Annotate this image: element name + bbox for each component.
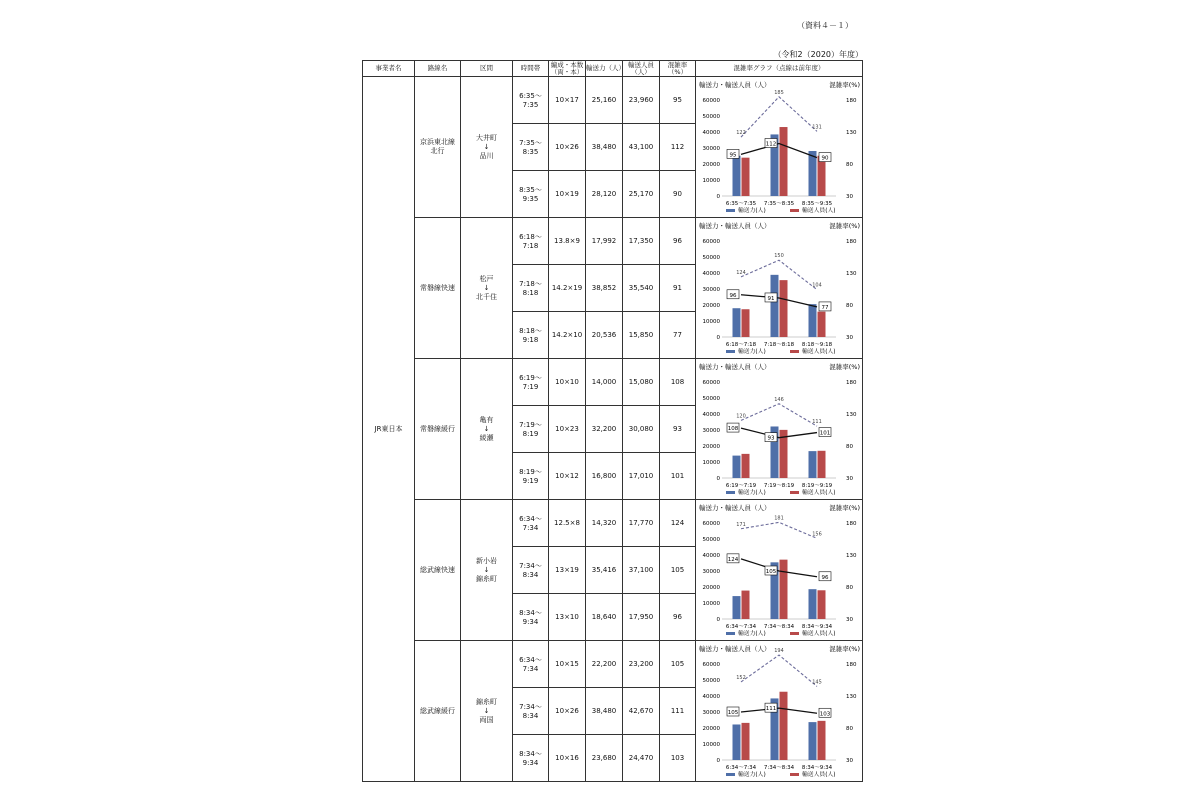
right-axis-title: 混雑率(%) bbox=[829, 81, 860, 89]
prev-year-congestion-line bbox=[741, 655, 817, 686]
prev-congestion-label: 120 bbox=[736, 413, 746, 420]
category-label: 6:19～7:19 bbox=[725, 483, 757, 489]
bar-capacity bbox=[809, 151, 817, 196]
bar-passengers bbox=[780, 127, 788, 196]
left-tick-label: 10000 bbox=[702, 319, 720, 325]
cell-passengers: 23,960 bbox=[623, 77, 660, 124]
cell-formation: 10×15 bbox=[549, 641, 586, 688]
left-tick-label: 40000 bbox=[702, 271, 720, 277]
right-tick-label: 30 bbox=[846, 758, 853, 764]
legend-passengers-label: 輸送人員(人) bbox=[802, 631, 836, 637]
cell-capacity: 22,200 bbox=[586, 641, 623, 688]
section-cell: 新小岩 ↓ 錦糸町 bbox=[461, 500, 513, 641]
cell-time: 8:34～9:34 bbox=[513, 735, 549, 782]
bar-passengers bbox=[818, 590, 826, 619]
cell-formation: 13×19 bbox=[549, 547, 586, 594]
congestion-line bbox=[741, 295, 817, 307]
left-tick-label: 10000 bbox=[702, 742, 720, 748]
congestion-line bbox=[741, 708, 817, 713]
left-tick-label: 20000 bbox=[702, 726, 720, 732]
cell-passengers: 17,010 bbox=[623, 453, 660, 500]
cell-time: 7:34～8:34 bbox=[513, 688, 549, 735]
cell-congestion: 111 bbox=[660, 688, 696, 735]
cell-capacity: 32,200 bbox=[586, 406, 623, 453]
right-tick-label: 80 bbox=[846, 726, 853, 732]
legend-capacity-swatch bbox=[726, 491, 735, 494]
congestion-label: 95 bbox=[729, 152, 737, 159]
left-tick-label: 50000 bbox=[702, 255, 720, 261]
congestion-label: 111 bbox=[765, 706, 777, 713]
cell-formation: 10×10 bbox=[549, 359, 586, 406]
cell-capacity: 14,320 bbox=[586, 500, 623, 547]
header-section: 区間 bbox=[461, 61, 513, 77]
legend-passengers-swatch bbox=[790, 491, 799, 494]
bar-capacity bbox=[733, 456, 741, 478]
left-tick-label: 0 bbox=[716, 617, 720, 623]
cell-formation: 10×17 bbox=[549, 77, 586, 124]
cell-time: 8:18～9:18 bbox=[513, 312, 549, 359]
prev-congestion-label: 124 bbox=[736, 269, 746, 276]
bar-passengers bbox=[742, 723, 750, 760]
congestion-chart bbox=[696, 360, 863, 498]
bar-passengers bbox=[818, 312, 826, 337]
cell-time: 8:19～9:19 bbox=[513, 453, 549, 500]
bar-passengers bbox=[780, 692, 788, 760]
cell-time: 6:34～7:34 bbox=[513, 641, 549, 688]
prev-congestion-label: 185 bbox=[774, 89, 784, 96]
category-label: 8:34～9:34 bbox=[801, 624, 833, 630]
congestion-table bbox=[362, 60, 863, 782]
bar-capacity bbox=[809, 304, 817, 337]
right-tick-label: 80 bbox=[846, 585, 853, 591]
cell-congestion: 103 bbox=[660, 735, 696, 782]
category-label: 7:19～8:19 bbox=[763, 483, 795, 489]
right-tick-label: 30 bbox=[846, 617, 853, 623]
cell-formation: 14.2×19 bbox=[549, 265, 586, 312]
cell-capacity: 25,160 bbox=[586, 77, 623, 124]
prev-congestion-label: 156 bbox=[812, 531, 822, 538]
right-tick-label: 80 bbox=[846, 303, 853, 309]
congestion-label: 112 bbox=[765, 141, 777, 148]
prev-congestion-label: 150 bbox=[774, 253, 784, 260]
cell-formation: 10×23 bbox=[549, 406, 586, 453]
chart-svg bbox=[696, 219, 863, 357]
prev-congestion-label: 152 bbox=[736, 674, 746, 681]
cell-time: 7:35～8:35 bbox=[513, 124, 549, 171]
cell-congestion: 95 bbox=[660, 77, 696, 124]
congestion-label: 124 bbox=[727, 556, 739, 563]
cell-passengers: 15,850 bbox=[623, 312, 660, 359]
cell-passengers: 17,950 bbox=[623, 594, 660, 641]
legend-capacity-swatch bbox=[726, 773, 735, 776]
category-label: 7:35～8:35 bbox=[763, 201, 795, 207]
cell-passengers: 37,100 bbox=[623, 547, 660, 594]
legend-capacity-label: 輸送力(人) bbox=[738, 208, 766, 214]
chart-cell bbox=[696, 218, 863, 359]
congestion-label: 103 bbox=[819, 711, 831, 718]
left-tick-label: 40000 bbox=[702, 412, 720, 418]
cell-passengers: 24,470 bbox=[623, 735, 660, 782]
category-label: 7:34～8:34 bbox=[763, 624, 795, 630]
congestion-label: 93 bbox=[767, 435, 775, 442]
right-axis-title: 混雑率(%) bbox=[829, 504, 860, 512]
legend-capacity-swatch bbox=[726, 350, 735, 353]
category-label: 8:35～9:35 bbox=[801, 201, 833, 207]
left-tick-label: 10000 bbox=[702, 460, 720, 466]
left-tick-label: 30000 bbox=[702, 146, 720, 152]
bar-passengers bbox=[780, 280, 788, 337]
chart-svg bbox=[696, 78, 863, 216]
document-reference-label: （資料４－１） bbox=[797, 21, 853, 30]
left-tick-label: 60000 bbox=[702, 380, 720, 386]
header-formation: 編成・本数 （両・本） bbox=[549, 61, 586, 77]
left-tick-label: 60000 bbox=[702, 239, 720, 245]
category-label: 8:18～9:18 bbox=[801, 342, 833, 348]
line-name-cell: 総武線緩行 bbox=[415, 641, 461, 782]
cell-capacity: 38,480 bbox=[586, 124, 623, 171]
legend-capacity-swatch bbox=[726, 632, 735, 635]
left-tick-label: 0 bbox=[716, 335, 720, 341]
cell-congestion: 112 bbox=[660, 124, 696, 171]
prev-congestion-label: 181 bbox=[774, 515, 784, 522]
header-time: 時間帯 bbox=[513, 61, 549, 77]
congestion-chart bbox=[696, 501, 863, 639]
right-tick-label: 30 bbox=[846, 194, 853, 200]
table-row bbox=[363, 359, 863, 406]
chart-svg bbox=[696, 501, 863, 639]
bar-passengers bbox=[780, 560, 788, 619]
header-operator: 事業者名 bbox=[363, 61, 415, 77]
prev-congestion-label: 131 bbox=[812, 124, 822, 131]
left-axis-title: 輸送力・輸送人員（人） bbox=[699, 363, 771, 371]
left-tick-label: 50000 bbox=[702, 537, 720, 543]
left-tick-label: 40000 bbox=[702, 553, 720, 559]
legend-capacity-label: 輸送力(人) bbox=[738, 490, 766, 496]
bar-capacity bbox=[733, 156, 741, 196]
header-passengers: 輸送人員（人） bbox=[623, 61, 660, 77]
cell-capacity: 28,120 bbox=[586, 171, 623, 218]
table-row bbox=[363, 500, 863, 547]
left-axis-title: 輸送力・輸送人員（人） bbox=[699, 81, 771, 89]
line-name-cell: 常磐線快速 bbox=[415, 218, 461, 359]
congestion-label: 108 bbox=[727, 426, 739, 433]
left-tick-label: 0 bbox=[716, 476, 720, 482]
operator-cell: JR東日本 bbox=[363, 77, 415, 782]
prev-congestion-label: 104 bbox=[812, 282, 822, 289]
congestion-line bbox=[741, 141, 817, 158]
bar-capacity bbox=[809, 589, 817, 619]
right-axis-title: 混雑率(%) bbox=[829, 645, 860, 653]
congestion-label: 77 bbox=[821, 304, 829, 311]
chart-cell bbox=[696, 500, 863, 641]
category-label: 7:18～8:18 bbox=[763, 342, 795, 348]
right-tick-label: 180 bbox=[846, 662, 857, 668]
right-tick-label: 180 bbox=[846, 521, 857, 527]
congestion-label: 105 bbox=[727, 710, 739, 716]
cell-passengers: 30,080 bbox=[623, 406, 660, 453]
right-tick-label: 80 bbox=[846, 444, 853, 450]
left-axis-title: 輸送力・輸送人員（人） bbox=[699, 222, 771, 230]
prev-congestion-label: 194 bbox=[774, 648, 784, 655]
prev-congestion-label: 146 bbox=[774, 396, 784, 403]
cell-capacity: 20,536 bbox=[586, 312, 623, 359]
left-tick-label: 10000 bbox=[702, 178, 720, 184]
legend-passengers-label: 輸送人員(人) bbox=[802, 490, 836, 496]
bar-capacity bbox=[733, 724, 741, 760]
cell-formation: 10×12 bbox=[549, 453, 586, 500]
bar-passengers bbox=[818, 451, 826, 478]
cell-formation: 13.8×9 bbox=[549, 218, 586, 265]
cell-formation: 10×26 bbox=[549, 688, 586, 735]
right-tick-label: 180 bbox=[846, 239, 857, 245]
cell-passengers: 25,170 bbox=[623, 171, 660, 218]
bar-passengers bbox=[742, 158, 750, 196]
left-tick-label: 50000 bbox=[702, 396, 720, 402]
congestion-label: 101 bbox=[819, 430, 831, 437]
left-tick-label: 30000 bbox=[702, 287, 720, 293]
chart-cell bbox=[696, 77, 863, 218]
cell-passengers: 35,540 bbox=[623, 265, 660, 312]
right-tick-label: 130 bbox=[846, 130, 857, 136]
cell-congestion: 105 bbox=[660, 641, 696, 688]
right-tick-label: 180 bbox=[846, 380, 857, 386]
cell-congestion: 96 bbox=[660, 594, 696, 641]
cell-capacity: 38,852 bbox=[586, 265, 623, 312]
left-tick-label: 0 bbox=[716, 194, 720, 200]
cell-time: 8:34～9:34 bbox=[513, 594, 549, 641]
category-label: 8:34～9:34 bbox=[801, 765, 833, 771]
cell-congestion: 93 bbox=[660, 406, 696, 453]
bar-capacity bbox=[733, 596, 741, 619]
cell-formation: 13×10 bbox=[549, 594, 586, 641]
cell-capacity: 35,416 bbox=[586, 547, 623, 594]
legend-passengers-swatch bbox=[790, 773, 799, 776]
category-label: 7:34～8:34 bbox=[763, 765, 795, 771]
right-tick-label: 130 bbox=[846, 553, 857, 559]
congestion-line bbox=[741, 428, 817, 438]
congestion-chart bbox=[696, 219, 863, 357]
cell-passengers: 17,350 bbox=[623, 218, 660, 265]
cell-capacity: 14,000 bbox=[586, 359, 623, 406]
legend-passengers-label: 輸送人員(人) bbox=[802, 208, 836, 214]
header-line: 路線名 bbox=[415, 61, 461, 77]
legend-capacity-swatch bbox=[726, 209, 735, 212]
left-tick-label: 60000 bbox=[702, 662, 720, 668]
category-label: 6:34～7:34 bbox=[725, 765, 757, 771]
legend-passengers-label: 輸送人員(人) bbox=[802, 349, 836, 355]
cell-formation: 14.2×10 bbox=[549, 312, 586, 359]
legend-passengers-swatch bbox=[790, 350, 799, 353]
fiscal-year-label: （令和2（2020）年度） bbox=[773, 50, 863, 59]
section-cell: 錦糸町 ↓ 両国 bbox=[461, 641, 513, 782]
cell-passengers: 23,200 bbox=[623, 641, 660, 688]
prev-congestion-label: 111 bbox=[812, 419, 822, 426]
chart-svg bbox=[696, 642, 863, 780]
cell-congestion: 124 bbox=[660, 500, 696, 547]
cell-capacity: 38,480 bbox=[586, 688, 623, 735]
left-tick-label: 40000 bbox=[702, 130, 720, 136]
right-axis-title: 混雑率(%) bbox=[829, 222, 860, 230]
cell-time: 6:34～7:34 bbox=[513, 500, 549, 547]
left-tick-label: 40000 bbox=[702, 694, 720, 700]
line-name-cell: 常磐線緩行 bbox=[415, 359, 461, 500]
bar-passengers bbox=[742, 454, 750, 478]
left-tick-label: 60000 bbox=[702, 98, 720, 104]
chart-cell bbox=[696, 641, 863, 782]
header-capacity: 輸送力（人） bbox=[586, 61, 623, 77]
prev-congestion-label: 122 bbox=[736, 130, 746, 137]
cell-capacity: 23,680 bbox=[586, 735, 623, 782]
legend-passengers-swatch bbox=[790, 632, 799, 635]
bar-capacity bbox=[809, 722, 817, 760]
congestion-chart bbox=[696, 642, 863, 780]
table-row bbox=[363, 218, 863, 265]
congestion-label: 90 bbox=[821, 155, 829, 162]
left-tick-label: 30000 bbox=[702, 569, 720, 575]
cell-formation: 10×19 bbox=[549, 171, 586, 218]
cell-passengers: 17,770 bbox=[623, 500, 660, 547]
right-tick-label: 80 bbox=[846, 162, 853, 168]
left-tick-label: 30000 bbox=[702, 710, 720, 716]
cell-formation: 10×26 bbox=[549, 124, 586, 171]
right-axis-title: 混雑率(%) bbox=[829, 363, 860, 371]
legend-passengers-swatch bbox=[790, 209, 799, 212]
category-label: 6:34～7:34 bbox=[725, 624, 757, 630]
right-tick-label: 130 bbox=[846, 412, 857, 418]
section-cell: 亀有 ↓ 綾瀬 bbox=[461, 359, 513, 500]
cell-time: 8:35～9:35 bbox=[513, 171, 549, 218]
left-tick-label: 20000 bbox=[702, 162, 720, 168]
cell-congestion: 77 bbox=[660, 312, 696, 359]
left-axis-title: 輸送力・輸送人員（人） bbox=[699, 504, 771, 512]
bar-passengers bbox=[742, 591, 750, 619]
right-tick-label: 130 bbox=[846, 694, 857, 700]
bar-passengers bbox=[818, 721, 826, 760]
bar-capacity bbox=[733, 308, 741, 337]
cell-passengers: 43,100 bbox=[623, 124, 660, 171]
prev-year-congestion-line bbox=[741, 522, 817, 538]
legend-passengers-label: 輸送人員(人) bbox=[802, 772, 836, 778]
left-tick-label: 50000 bbox=[702, 678, 720, 684]
section-cell: 大井町 ↓ 品川 bbox=[461, 77, 513, 218]
legend-capacity-label: 輸送力(人) bbox=[738, 631, 766, 637]
congestion-line bbox=[741, 559, 817, 577]
line-name-cell: 総武線快速 bbox=[415, 500, 461, 641]
left-axis-title: 輸送力・輸送人員（人） bbox=[699, 645, 771, 653]
congestion-chart bbox=[696, 78, 863, 216]
chart-cell bbox=[696, 359, 863, 500]
table-row bbox=[363, 641, 863, 688]
bar-passengers bbox=[742, 309, 750, 337]
right-tick-label: 130 bbox=[846, 271, 857, 277]
prev-congestion-label: 145 bbox=[812, 679, 822, 686]
cell-time: 7:18～8:18 bbox=[513, 265, 549, 312]
section-cell: 松戸 ↓ 北千住 bbox=[461, 218, 513, 359]
header-congestion: 混雑率（%） bbox=[660, 61, 696, 77]
cell-formation: 12.5×8 bbox=[549, 500, 586, 547]
left-tick-label: 30000 bbox=[702, 428, 720, 434]
category-label: 8:19～9:19 bbox=[801, 483, 833, 489]
chart-svg bbox=[696, 360, 863, 498]
cell-time: 7:19～8:19 bbox=[513, 406, 549, 453]
left-tick-label: 50000 bbox=[702, 114, 720, 120]
prev-year-congestion-line bbox=[741, 404, 817, 426]
left-tick-label: 20000 bbox=[702, 444, 720, 450]
cell-congestion: 90 bbox=[660, 171, 696, 218]
legend-capacity-label: 輸送力(人) bbox=[738, 772, 766, 778]
cell-congestion: 105 bbox=[660, 547, 696, 594]
prev-year-congestion-line bbox=[741, 97, 817, 137]
table-header-row bbox=[363, 61, 863, 77]
left-tick-label: 20000 bbox=[702, 303, 720, 309]
cell-congestion: 96 bbox=[660, 218, 696, 265]
congestion-label: 105 bbox=[765, 569, 777, 575]
legend-capacity-label: 輸送力(人) bbox=[738, 349, 766, 355]
congestion-label: 91 bbox=[767, 295, 775, 302]
cell-capacity: 17,992 bbox=[586, 218, 623, 265]
congestion-label: 96 bbox=[821, 574, 829, 581]
left-tick-label: 20000 bbox=[702, 585, 720, 591]
category-label: 6:18～7:18 bbox=[725, 342, 757, 348]
cell-congestion: 108 bbox=[660, 359, 696, 406]
category-label: 6:35～7:35 bbox=[725, 201, 757, 207]
left-tick-label: 60000 bbox=[702, 521, 720, 527]
bar-capacity bbox=[809, 451, 817, 478]
cell-time: 6:35～7:35 bbox=[513, 77, 549, 124]
left-tick-label: 0 bbox=[716, 758, 720, 764]
right-tick-label: 30 bbox=[846, 335, 853, 341]
prev-year-congestion-line bbox=[741, 260, 817, 289]
cell-time: 7:34～8:34 bbox=[513, 547, 549, 594]
cell-passengers: 15,080 bbox=[623, 359, 660, 406]
cell-capacity: 16,800 bbox=[586, 453, 623, 500]
cell-time: 6:19～7:19 bbox=[513, 359, 549, 406]
header-graph: 混雑率グラフ（点線は前年度） bbox=[696, 61, 863, 77]
prev-congestion-label: 171 bbox=[736, 521, 746, 528]
left-tick-label: 10000 bbox=[702, 601, 720, 607]
line-name-cell: 京浜東北線 北行 bbox=[415, 77, 461, 218]
congestion-label: 96 bbox=[729, 292, 737, 299]
right-tick-label: 180 bbox=[846, 98, 857, 104]
cell-time: 6:18～7:18 bbox=[513, 218, 549, 265]
table-row bbox=[363, 77, 863, 124]
cell-passengers: 42,670 bbox=[623, 688, 660, 735]
right-tick-label: 30 bbox=[846, 476, 853, 482]
cell-congestion: 91 bbox=[660, 265, 696, 312]
bar-capacity bbox=[771, 275, 779, 337]
cell-capacity: 18,640 bbox=[586, 594, 623, 641]
cell-formation: 10×16 bbox=[549, 735, 586, 782]
cell-congestion: 101 bbox=[660, 453, 696, 500]
